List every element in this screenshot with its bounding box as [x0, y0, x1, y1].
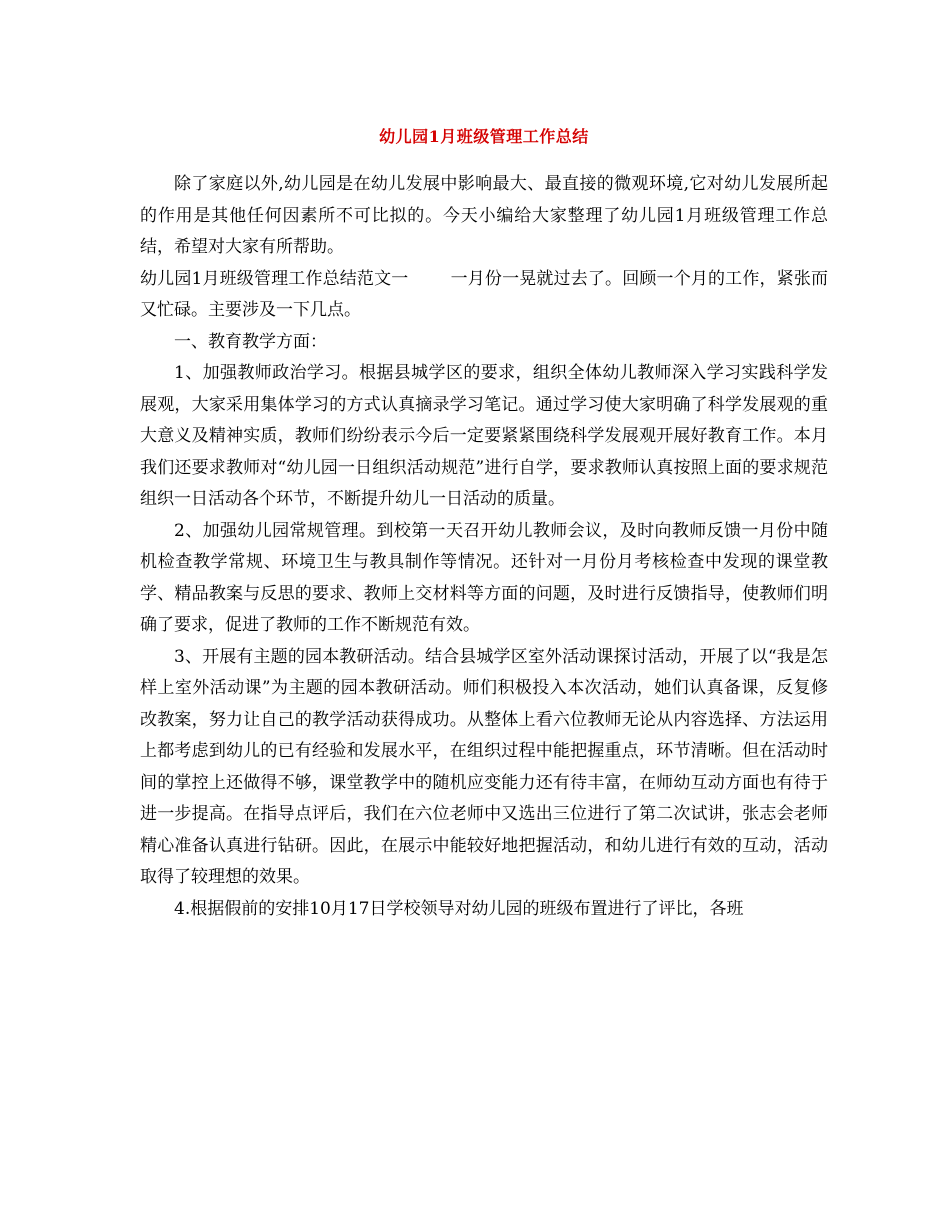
sample-one-heading: 幼儿园1月班级管理工作总结范文一 [140, 268, 409, 289]
section-heading-teaching: 一、教育教学方面： [174, 331, 327, 352]
document-title: 幼儿园1月班级管理工作总结 [379, 127, 589, 146]
document-body [140, 169, 828, 925]
item-4-paragraph: 4.根据假前的安排10月17日学校领导对幼儿园的班级布置进行了评比，各班 [174, 898, 744, 919]
sample-one-opening: 一月份一晃就过去了。回顾一个月的工作，紧张而又忙碌。主要涉及一下几点。 [140, 268, 828, 320]
intro-paragraph: 除了家庭以外,幼儿园是在幼儿发展中影响最大、最直接的微观环境,它对幼儿发展所起的作用是其他任何因素所不可比拟的。今天小编给大家整理了幼儿园1月班级管理工作总结，希望对大家有所帮助。 [140, 174, 828, 257]
item-3-paragraph: 3、开展有主题的园本教研活动。结合县城学区室外活动课探讨活动，开展了以“我是怎样上室外活动课”为主题的园本教研活动。师们积极投入本次活动，她们认真备课，反复修改教案，努力让自己的教学活动获得成功。从整体上看六位教师无论从内容选择、方法运用上都考虑到幼儿的已有经验和发展水平，在组织过程中能把握重点，环节清晰。但在活动时间的掌控上还做得不够，课堂教学中的随机应变能力还有待丰富，在师幼互动方面也有待于进一步提高。在指导点评后，我们在六位老师中又选出三位进行了第二次试讲，张志会老师精心准备认真进行钻研。因此，在展示中能较好地把握活动，和幼儿进行有效的互动，活动取得了较理想的效果。 [140, 646, 828, 887]
item-1-paragraph: 1、加强教师政治学习。根据县城学区的要求，组织全体幼儿教师深入学习实践科学发展观，大家采用集体学习的方式认真摘录学习笔记。通过学习使大家明确了科学发展观的重大意义及精神实质，教师们纷纷表示今后一定要紧紧围绕科学发展观开展好教育工作。本月我们还要求教师对“幼儿园一日组织活动规范”进行自学，要求教师认真按照上面的要求规范组织一日活动各个环节，不断提升幼儿一日活动的质量。 [140, 363, 828, 509]
sample-one-paragraph [140, 264, 828, 327]
item-2-paragraph: 2、加强幼儿园常规管理。到校第一天召开幼儿教师会议，及时向教师反馈一月份中随机检查教学常规、环境卫生与教具制作等情况。还针对一月份月考核检查中发现的课堂教学、精品教案与反思的要求、教师上交材料等方面的问题，及时进行反馈指导，使教师们明确了要求，促进了教师的工作不断规范有效。 [140, 520, 828, 635]
